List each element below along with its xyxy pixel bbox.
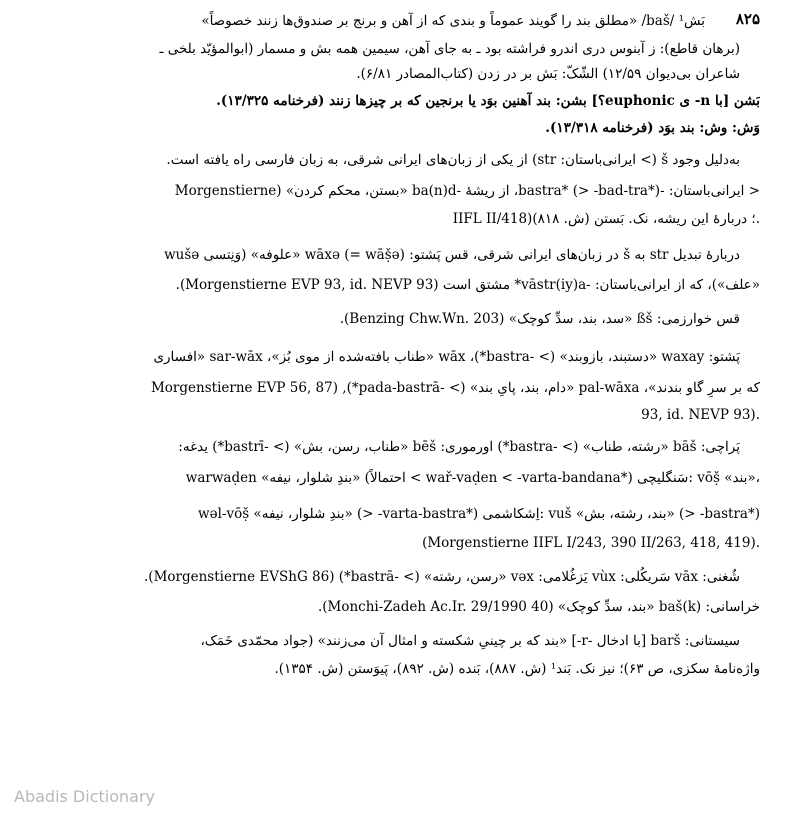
- entry-line-10: «علف»)، که از ایرانی‌باستان: -vāstr(iy)a* مشتق است (Morgenstierne EVP 93, id. NEVP 93).: [175, 277, 760, 293]
- entry-line-13: که بر سرِ گاو بندند»، pal-wāxa «دام، بند، پایِ بند» (> -pada-bastrā*), (Morgenstierne EVP 56, 87: [150, 380, 760, 396]
- entry-line-22: واژه‌نامهٔ سکزی، ص ۶۳)؛ نیز نک. بَند¹ (ش. ۸۸۷)، بَنده (ش. ۸۹۲)، پَیوَستن (ش. ۱۳۵۴).: [274, 661, 760, 677]
- entry-line-1: بَش¹ /baš/ «مطلق بند را گویند عموماً و بندی که از آهن و برنج بر صندوق‌ها زنند خصوصاً»: [201, 13, 705, 29]
- entry-line-2: (برهان قاطع): ز آبنوس دری اندرو فراشته بود ـ به جای آهن، سیمین همه بش و مسمار (ابوالمؤیّد بلخی ـ: [159, 41, 740, 57]
- entry-line-19: شُغنی: vāx سَریکُلی: vùx یَزغُلامی: vəx «رسن، رشته» (> -bastrā*) (Morgenstierne EVShG 86).: [144, 569, 740, 585]
- entry-line-21: سیستانی: barš [با ادخال -r-] «بند که بر چینیِ شکسته و امثال آن می‌زنند» (جواد محمّدی خَمَک،: [200, 633, 740, 649]
- entry-number: ۸۲۵: [735, 10, 760, 28]
- entry-line-5: وَش: وش: بند بوَد (فرخنامه ۱۳/۳۱۸).: [545, 120, 760, 136]
- site-watermark: Abadis Dictionary: [14, 787, 155, 806]
- entry-line-12: پَشتو: waxay «دستبند، بازوبند» (> -bastra*)، wāx «طناب بافته‌شده از موی بُز»، sar-wāx «افساری: [153, 349, 740, 365]
- entry-line-6: به‌دلیل وجود š (> ایرانی‌باستان: str) از یکی از زبان‌های ایرانی شرقی، به زبان فارسی راه یافته است.: [166, 152, 740, 168]
- entry-line-7: < ایرانی‌باستان: -bastra* (> -bad-tra*)، از ریشهٔ -ba(n)d «بستن، محکم کردن» (Morgenstierne: [174, 183, 760, 199]
- entry-line-4: بَشن [با n- ی euphonic؟] بشن: بند آهنین بوَد یا برنجین که بر چیزها زنند (فرخنامه ۱۳/۳۲۵).: [216, 93, 760, 109]
- entry-line-16: warwaḍen «بندِ شلوار، نیفه» (احتمالاً < wař-vaḍen < -varta-bandana*) سَنگلیچی: vōṣ̌ «بند»،: [185, 470, 760, 486]
- entry-line-14: 93, id. NEVP 93).: [641, 407, 760, 423]
- entry-line-9: دربارهٔ تبدیل str به š در زبان‌های ایرانی شرقی، قس پَشتو: wāxə (= wāṣ̌ə) «علوفه» (وَنِتسی wušə: [164, 247, 740, 263]
- entry-line-17: wəl-vōṣ̌ «بندِ شلوار، نیفه» (> -varta-bastra*) اِشکاشمی: vuš «بند، رشته، بش» (> -bastra*): [198, 506, 760, 522]
- entry-line-18: (Morgenstierne IIFL I/243, 390 II/263, 418, 419).: [422, 535, 760, 551]
- entry-line-3: شاعران بی‌دیوان ۱۲/۵۹) الشّکّ: بَش بر در زدن (کتاب‌المصادر ۶/۸۱).: [356, 66, 740, 82]
- entry-line-8: IIFL II/418)؛ دربارهٔ این ریشه، نک. بَستن (ش. ۸۱۸).: [452, 211, 760, 227]
- entry-line-11: قس خوارزمی: ßš «سد، بند، سدِّ کوچک» (Benzing Chw.Wn. 203).: [339, 311, 740, 327]
- entry-line-20: خراسانی: baš(k) «بند، سدِّ کوچک» (Monchi-Zadeh Ac.Ir. 29/1990 40).: [317, 599, 760, 615]
- entry-line-15: پَراچی: bāš «رشته، طناب» (> -bastra*) اورموری: bēš «طناب، رسن، بش» (> -bastrī*) یدغه:: [178, 439, 740, 455]
